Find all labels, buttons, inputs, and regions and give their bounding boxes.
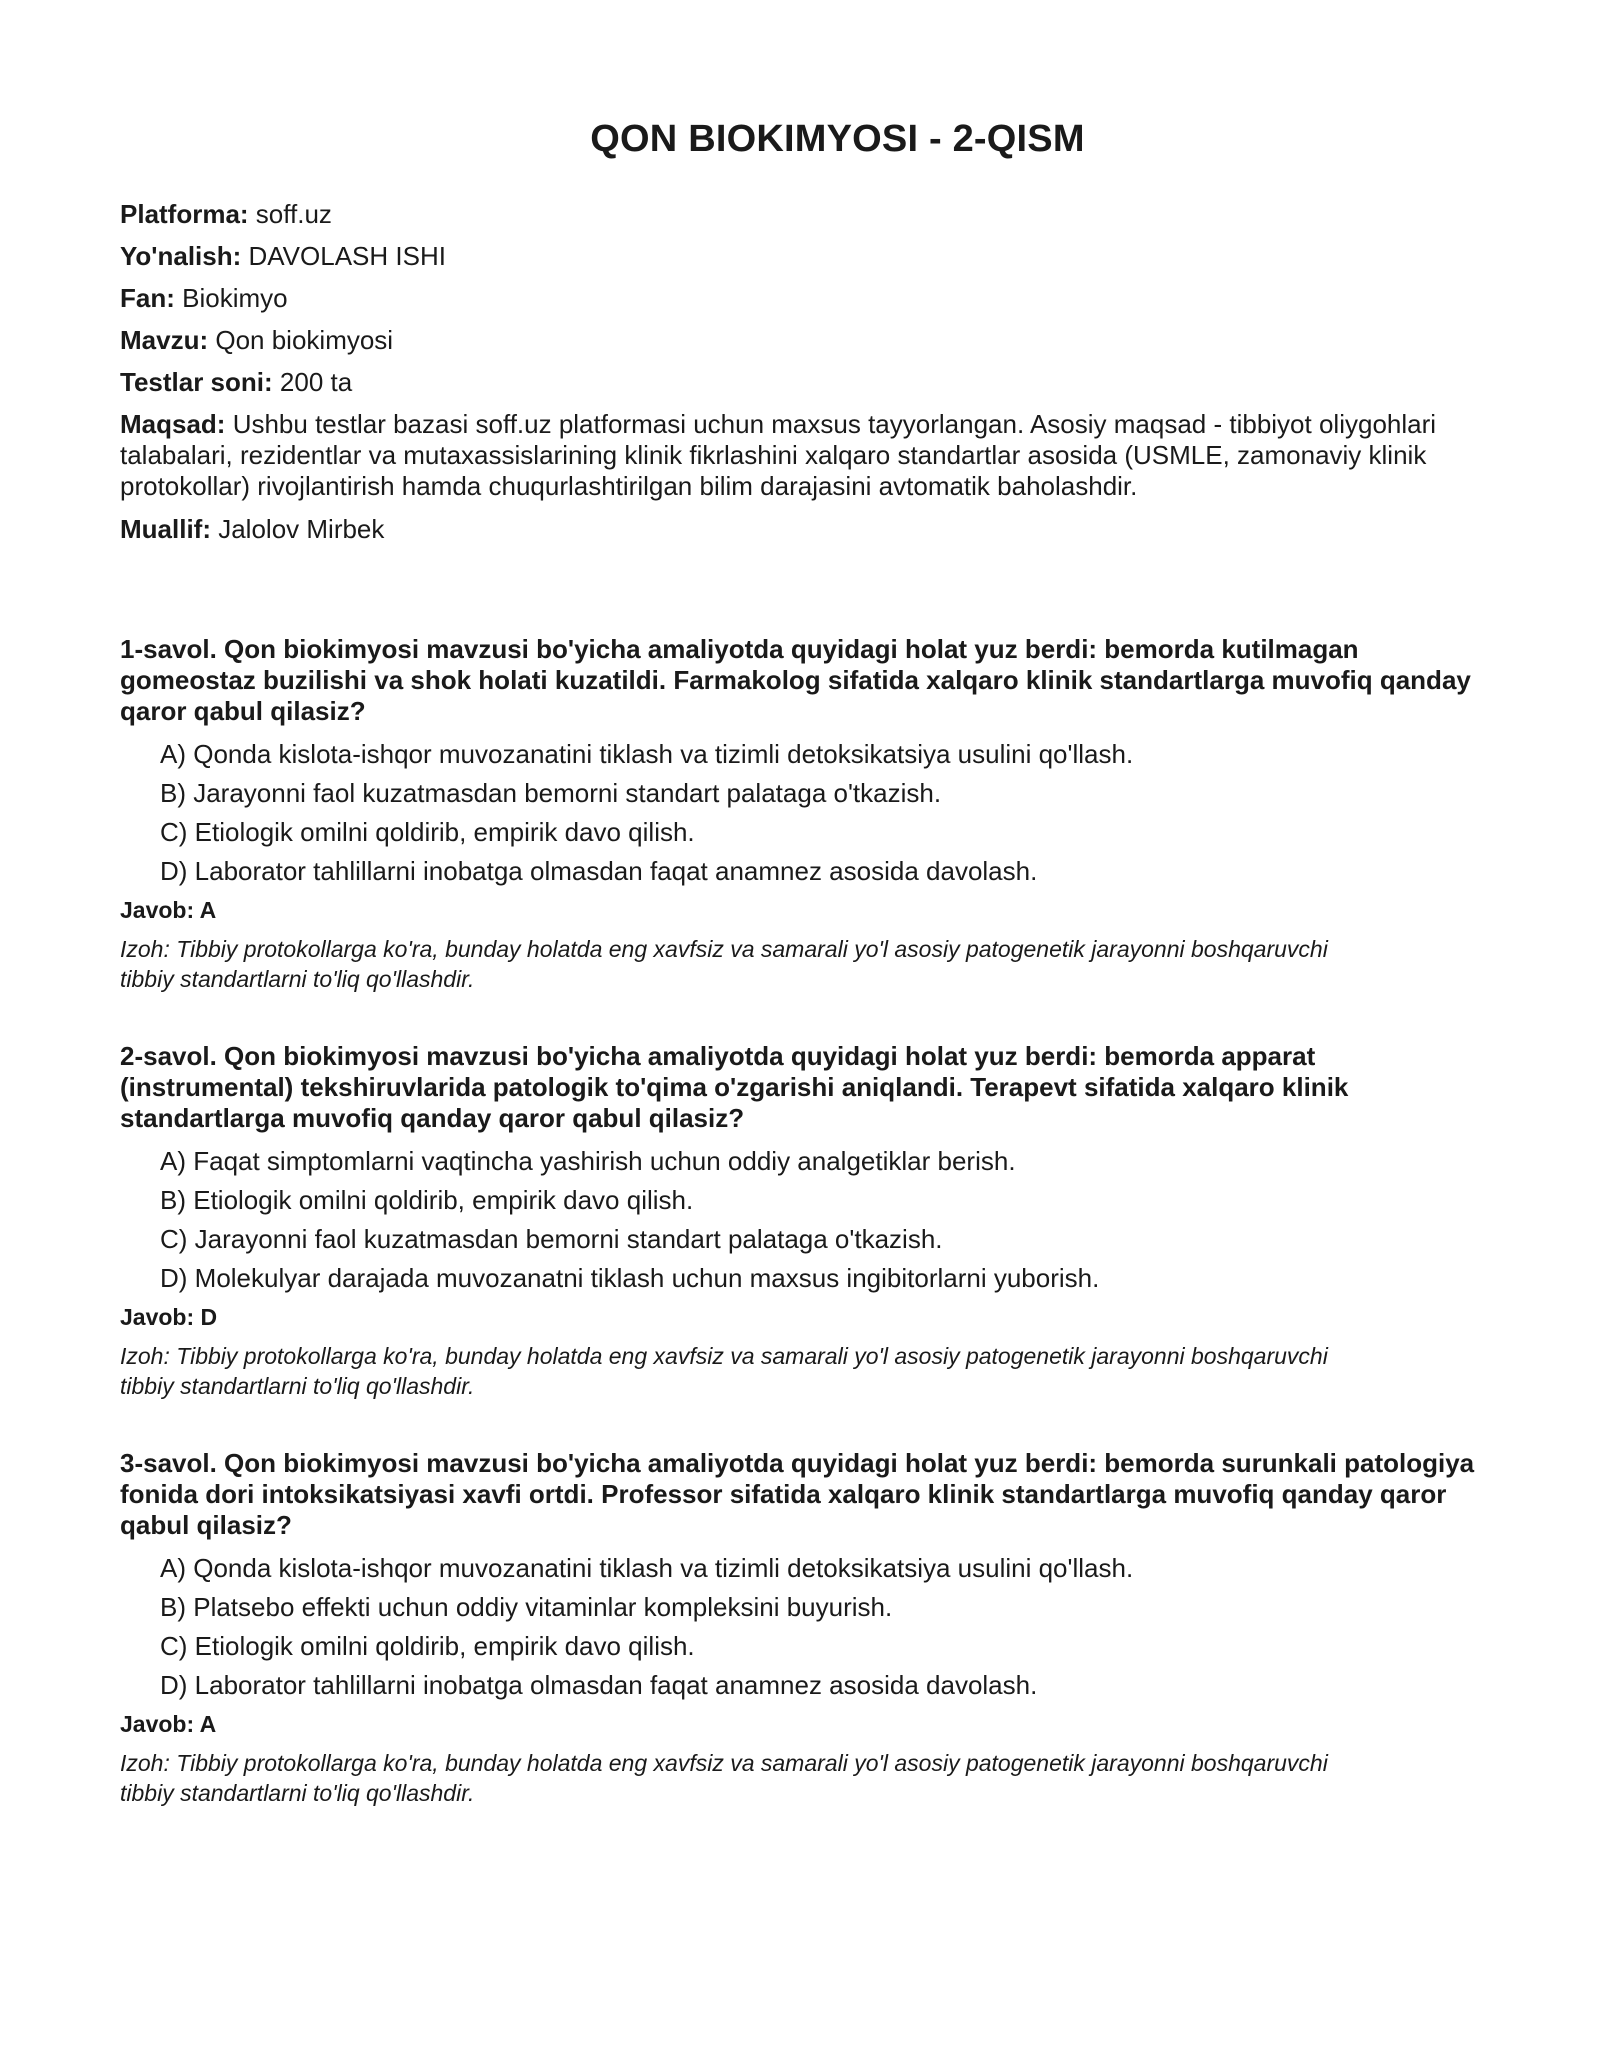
question-2 xyxy=(120,1041,1490,1401)
meta-label: Mavzu: xyxy=(120,325,209,355)
answer-explanation: Izoh: Tibbiy protokollarga ko'ra, bunday holatda eng xavfsiz va samarali yo'l asosiy patogenetik jarayonni boshqaruvchi tibbiy standartlarni to'liq qo'llashdir. xyxy=(120,1343,1328,1399)
meta-label: Maqsad: xyxy=(120,409,226,439)
meta-value: Qon biokimyosi xyxy=(208,325,394,355)
meta-subject xyxy=(120,283,1490,313)
meta-label: Fan: xyxy=(120,283,175,313)
meta-label: Muallif: xyxy=(120,514,211,544)
option-c: C) Etiologik omilni qoldirib, empirik davo qilish. xyxy=(160,1631,695,1661)
option-b: B) Jarayonni faol kuzatmasdan bemorni standart palataga o'tkazish. xyxy=(160,778,942,808)
document-page xyxy=(120,118,1490,1855)
meta-direction xyxy=(120,241,1490,271)
meta-platform xyxy=(120,199,1490,229)
option-b: B) Platsebo effekti uchun oddiy vitaminlar kompleksini buyurish. xyxy=(160,1592,893,1622)
meta-value: 200 ta xyxy=(272,367,353,397)
meta-label: Testlar soni: xyxy=(120,367,273,397)
question-3 xyxy=(120,1448,1490,1808)
meta-purpose xyxy=(120,409,1490,502)
metadata-block xyxy=(120,199,1490,544)
answer-explanation: Izoh: Tibbiy protokollarga ko'ra, bunday holatda eng xavfsiz va samarali yo'l asosiy patogenetik jarayonni boshqaruvchi tibbiy standartlarni to'liq qo'llashdir. xyxy=(120,1750,1328,1806)
option-a: A) Qonda kislota-ishqor muvozanatini tiklash va tizimli detoksikatsiya usulini qo'llash. xyxy=(160,739,1134,769)
meta-label: Yo'nalish: xyxy=(120,241,242,271)
option-a: A) Qonda kislota-ishqor muvozanatini tiklash va tizimli detoksikatsiya usulini qo'llash. xyxy=(160,1553,1134,1583)
meta-value: DAVOLASH ISHI xyxy=(241,241,446,271)
answer-key: Javob: A xyxy=(120,897,217,923)
meta-value: Ushbu testlar bazasi soff.uz platformasi uchun maxsus tayyorlangan. Asosiy maqsad - tibbiyot oliygohlari talabalari, rezidentlar va mutaxassislarining klinik fikrlashini xalqaro standartlar asosida (USMLE, zamonaviy klinik protokollar) rivojlantirish hamda chuqurlashtirilgan bilim darajasini avtomatik baholashdir. xyxy=(120,409,1437,501)
answer-explanation: Izoh: Tibbiy protokollarga ko'ra, bunday holatda eng xavfsiz va samarali yo'l asosiy patogenetik jarayonni boshqaruvchi tibbiy standartlarni to'liq qo'llashdir. xyxy=(120,936,1328,992)
question-1 xyxy=(120,634,1490,994)
meta-label: Platforma: xyxy=(120,199,249,229)
meta-value: Jalolov Mirbek xyxy=(211,514,385,544)
question-text: 1-savol. Qon biokimyosi mavzusi bo'yicha amaliyotda quyidagi holat yuz berdi: bemorda kutilmagan gomeostaz buzilishi va shok holati kuzatildi. Farmakolog sifatida xalqaro klinik standartlarga muvofiq qanday qaror qabul qilasiz? xyxy=(120,634,1471,726)
option-d: D) Laborator tahlillarni inobatga olmasdan faqat anamnez asosida davolash. xyxy=(160,1670,1038,1700)
option-c: C) Jarayonni faol kuzatmasdan bemorni standart palataga o'tkazish. xyxy=(160,1224,943,1254)
answer-key: Javob: D xyxy=(120,1304,218,1330)
meta-test-count xyxy=(120,367,1490,397)
question-text: 2-savol. Qon biokimyosi mavzusi bo'yicha amaliyotda quyidagi holat yuz berdi: bemorda apparat (instrumental) tekshiruvlarida patologik to'qima o'zgarishi aniqlandi. Terapevt sifatida xalqaro klinik standartlarga muvofiq qanday qaror qabul qilasiz? xyxy=(120,1041,1349,1133)
meta-value: soff.uz xyxy=(248,199,332,229)
option-b: B) Etiologik omilni qoldirib, empirik davo qilish. xyxy=(160,1185,694,1215)
answer-options xyxy=(120,1553,1490,1700)
meta-topic xyxy=(120,325,1490,355)
answer-options xyxy=(120,1146,1490,1293)
option-d: D) Laborator tahlillarni inobatga olmasdan faqat anamnez asosida davolash. xyxy=(160,856,1038,886)
answer-options xyxy=(120,739,1490,886)
option-a: A) Faqat simptomlarni vaqtincha yashirish uchun oddiy analgetiklar berish. xyxy=(160,1146,1016,1176)
meta-author xyxy=(120,514,1490,544)
option-d: D) Molekulyar darajada muvozanatni tiklash uchun maxsus ingibitorlarni yuborish. xyxy=(160,1263,1100,1293)
questions-list xyxy=(120,634,1490,1808)
document-title: QON BIOKIMYOSI - 2-QISM xyxy=(590,118,1085,160)
question-text: 3-savol. Qon biokimyosi mavzusi bo'yicha amaliyotda quyidagi holat yuz berdi: bemorda surunkali patologiya fonida dori intoksikatsiyasi xavfi ortdi. Professor sifatida xalqaro klinik standartlarga muvofiq qanday qaror qabul qilasiz? xyxy=(120,1448,1475,1540)
meta-value: Biokimyo xyxy=(174,283,288,313)
answer-key: Javob: A xyxy=(120,1711,217,1737)
option-c: C) Etiologik omilni qoldirib, empirik davo qilish. xyxy=(160,817,695,847)
